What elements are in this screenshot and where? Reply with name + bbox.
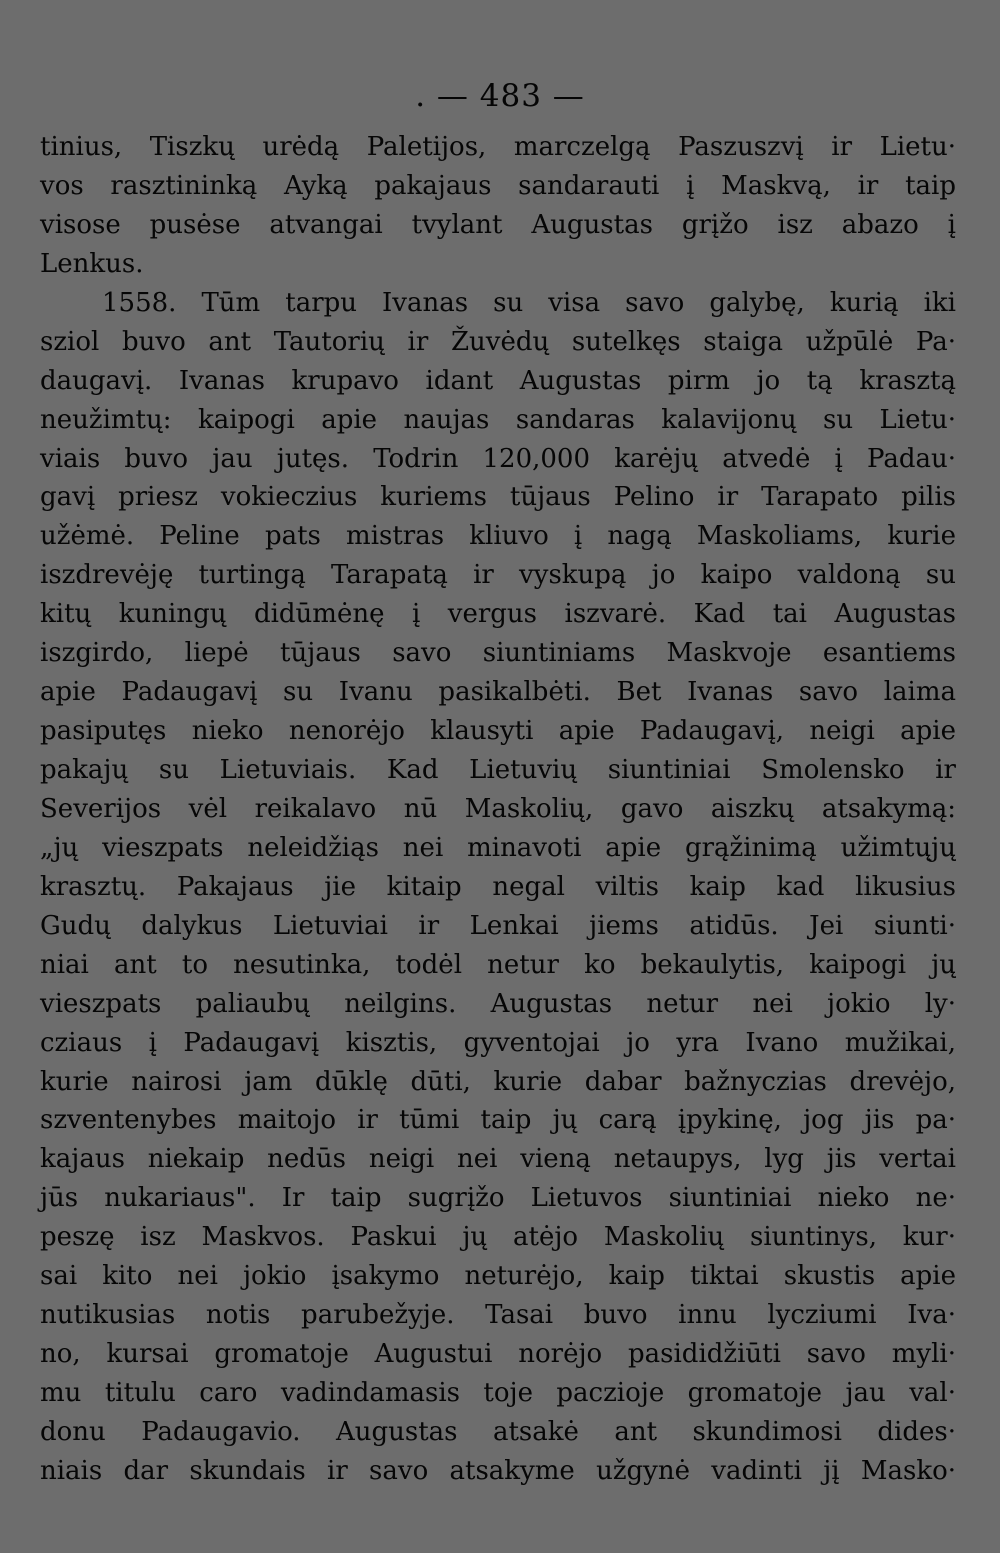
text-line: gavį priesz vokieczius kuriems tūjaus Pelino ir Tarapato pilis bbox=[40, 482, 956, 513]
text-line: viais buvo jau jutęs. Todrin 120,000 karėjų atvedė į Padau· bbox=[40, 443, 956, 474]
text-line: sai kito nei jokio įsakymo neturėjo, kaip tiktai skustis apie bbox=[40, 1261, 956, 1292]
text-line: kurie nairosi jam dūklę dūti, kurie dabar bažnyczias drevėjo, bbox=[40, 1066, 956, 1097]
text-line: szventenybes maitojo ir tūmi taip jų carą įpykinę, jog jis pa· bbox=[40, 1105, 956, 1136]
text-line: donu Padaugavio. Augustas atsakė ant skundimosi dides· bbox=[40, 1416, 956, 1447]
text-line: iszdrevėję turtingą Tarapatą ir vyskupą jo kaipo valdoną su bbox=[40, 560, 956, 591]
text-line: niai ant to nesutinka, todėl netur ko bekaulytis, kaipogi jų bbox=[40, 949, 956, 980]
text-line: Gudų dalykus Lietuviai ir Lenkai jiems atidūs. Jei siunti· bbox=[40, 910, 956, 941]
page-number: . — 483 — bbox=[415, 78, 585, 114]
text-line: nutikusias notis parubežyje. Tasai buvo innu lycziumi Iva· bbox=[40, 1300, 956, 1331]
text-line: Severijos vėl reikalavo nū Maskolių, gavo aiszkų atsakymą: bbox=[40, 793, 956, 824]
body-text bbox=[40, 128, 956, 1491]
text-line: iszgirdo, liepė tūjaus savo siuntiniams Maskvoje esantiems bbox=[40, 638, 956, 669]
text-line: 1558. Tūm tarpu Ivanas su visa savo galybę, kurią iki bbox=[102, 287, 956, 318]
text-line: Lenkus. bbox=[40, 248, 144, 279]
text-line: peszę isz Maskvos. Paskui jų atėjo Maskolių siuntinys, kur· bbox=[40, 1222, 956, 1253]
text-line: no, kursai gromatoje Augustui norėjo pasididžiūti savo myli· bbox=[40, 1339, 956, 1370]
text-line: vieszpats paliaubų neilgins. Augustas netur nei jokio ly· bbox=[40, 988, 956, 1019]
text-line: sziol buvo ant Tautorių ir Žuvėdų sutelkęs staiga užpūlė Pa· bbox=[40, 326, 956, 357]
text-line: užėmė. Peline pats mistras kliuvo į nagą Maskoliams, kurie bbox=[40, 521, 956, 552]
text-line: visose pusėse atvangai tvylant Augustas grįžo isz abazo į bbox=[40, 209, 956, 240]
text-line: mu titulu caro vadindamasis toje paczioje gromatoje jau val· bbox=[40, 1378, 956, 1408]
text-line: niais dar skundais ir savo atsakyme užgynė vadinti jį Masko· bbox=[40, 1455, 956, 1486]
text-line: „jų vieszpats neleidžiąs nei minavoti apie grąžinimą užimtųjų bbox=[40, 832, 956, 863]
text-line: pakajų su Lietuviais. Kad Lietuvių siuntiniai Smolensko ir bbox=[40, 755, 956, 785]
text-line: kitų kuningų didūmėnę į vergus iszvarė. Kad tai Augustas bbox=[40, 599, 956, 630]
text-line: apie Padaugavį su Ivanu pasikalbėti. Bet Ivanas savo laima bbox=[40, 677, 956, 708]
text-line: tinius, Tiszkų urėdą Paletijos, marczelgą Paszuszvį ir Lietu· bbox=[40, 132, 956, 162]
text-line: pasiputęs nieko nenorėjo klausyti apie Padaugavį, neigi apie bbox=[40, 716, 956, 747]
text-line: kajaus niekaip nedūs neigi nei vieną netaupys, lyg jis vertai bbox=[40, 1144, 956, 1175]
text-line: vos rasztininką Ayką pakajaus sandarauti į Maskvą, ir taip bbox=[40, 170, 956, 201]
text-line: neužimtų: kaipogi apie naujas sandaras kalavijonų su Lietu· bbox=[40, 404, 956, 435]
text-line: daugavį. Ivanas krupavo idant Augustas pirm jo tą krasztą bbox=[40, 365, 956, 396]
text-line: krasztų. Pakajaus jie kitaip negal viltis kaip kad likusius bbox=[40, 871, 956, 902]
text-line: cziaus į Padaugavį kisztis, gyventojai jo yra Ivano mužikai, bbox=[40, 1027, 956, 1058]
text-line: jūs nukariaus". Ir taip sugrįžo Lietuvos siuntiniai nieko ne· bbox=[40, 1183, 956, 1214]
